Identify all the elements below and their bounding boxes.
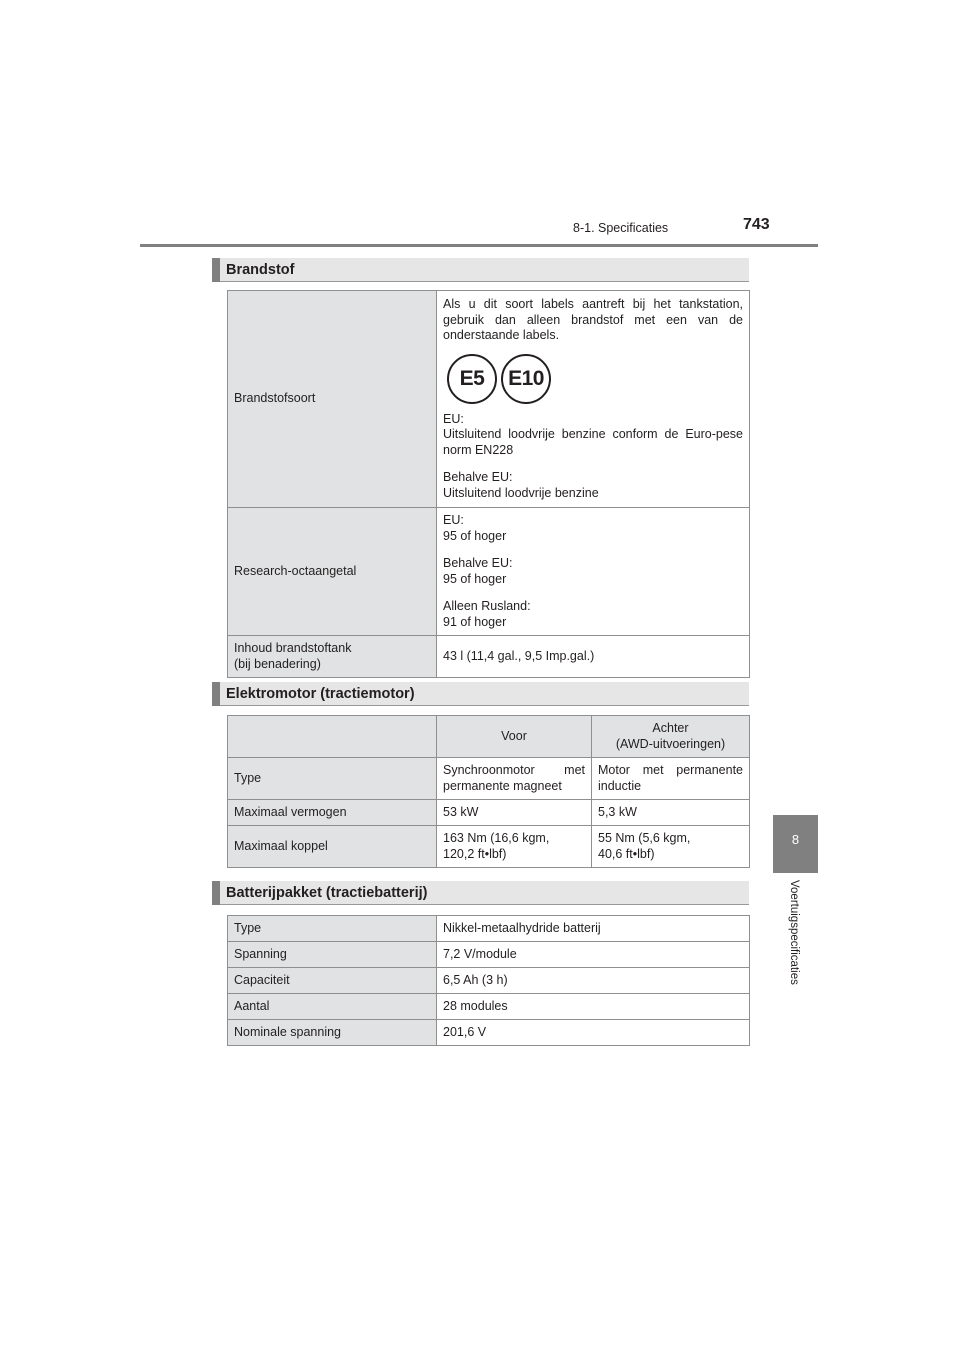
fuel-labels — [447, 354, 743, 404]
fuel-heading — [212, 258, 749, 282]
table-row — [228, 636, 750, 678]
torque-rear-line2: 40,6 ft•lbf) — [598, 846, 655, 861]
power-rear: 5,3 kW — [592, 800, 750, 826]
eu-text: Uitsluitend loodvrije benzine conform de Euro-pese norm EN228 — [443, 427, 743, 457]
table-row — [228, 1020, 750, 1046]
header-rule — [140, 244, 818, 247]
power-front: 53 kW — [437, 800, 592, 826]
voltage-label: Spanning — [228, 942, 437, 968]
quantity-value: 28 modules — [437, 994, 750, 1020]
torque-front-line1: 163 Nm (16,6 kgm, — [443, 831, 550, 845]
motor-type-label: Type — [228, 758, 437, 800]
motor-heading-text: Elektromotor (tractiemotor) — [226, 686, 415, 702]
voltage-value: 7,2 V/module — [437, 942, 750, 968]
table-row — [228, 968, 750, 994]
heading-bar — [212, 682, 220, 706]
table-row — [228, 916, 750, 942]
octane-eu-title: EU: — [443, 513, 464, 527]
non-eu-title: Behalve EU: — [443, 470, 513, 484]
fuel-type-label: Brandstofsoort — [228, 291, 437, 508]
motor-table — [227, 715, 750, 868]
quantity-label: Aantal — [228, 994, 437, 1020]
fuel-intro: Als u dit soort labels aantreft bij het tankstation, gebruik dan alleen brandstof met een van de onderstaande labels. — [443, 297, 743, 342]
octane-russia-title: Alleen Rusland: — [443, 599, 531, 613]
page-number: 743 — [743, 216, 770, 233]
table-row — [228, 291, 750, 508]
torque-front-line2: 120,2 ft•lbf) — [443, 846, 507, 861]
octane-non-eu-value: 95 of hoger — [443, 571, 507, 586]
motor-heading — [212, 682, 749, 706]
col-rear-line1: Achter — [652, 721, 689, 735]
octane-non-eu-title: Behalve EU: — [443, 556, 513, 570]
battery-type-label: Type — [228, 916, 437, 942]
chapter-tab[interactable]: 8 — [773, 815, 818, 873]
motor-header-empty — [228, 716, 437, 758]
torque-rear — [592, 826, 750, 868]
torque-rear-line1: 55 Nm (5,6 kgm, — [598, 831, 691, 845]
table-row — [228, 826, 750, 868]
tank-value: 43 l (11,4 gal., 9,5 Imp.gal.) — [437, 636, 750, 678]
table-row — [228, 994, 750, 1020]
eu-title: EU: — [443, 411, 464, 426]
power-label: Maximaal vermogen — [228, 800, 437, 826]
octane-russia-value: 91 of hoger — [443, 614, 507, 629]
capacity-label: Capaciteit — [228, 968, 437, 994]
tank-label-line2: (bij benadering) — [234, 656, 321, 671]
table-row — [228, 758, 750, 800]
chapter-label: Voertuigspecificaties — [788, 880, 800, 985]
octane-label: Research-octaangetal — [228, 508, 437, 636]
tank-label-line1: Inhoud brandstoftank — [234, 641, 352, 655]
battery-table — [227, 915, 750, 1046]
table-row — [228, 800, 750, 826]
col-front: Voor — [437, 716, 592, 758]
table-row — [228, 716, 750, 758]
fuel-table — [227, 290, 750, 678]
motor-type-rear: Motor met permanente inductie — [592, 758, 750, 800]
nominal-voltage-label: Nominale spanning — [228, 1020, 437, 1046]
tank-label — [228, 636, 437, 678]
octane-eu-value: 95 of hoger — [443, 528, 507, 543]
battery-heading-text: Batterijpakket (tractiebatterij) — [226, 885, 428, 901]
battery-heading — [212, 881, 749, 905]
fuel-heading-text: Brandstof — [226, 262, 295, 278]
e5-label: E5 — [447, 354, 497, 404]
torque-front — [437, 826, 592, 868]
fuel-type-value — [437, 291, 750, 508]
col-rear — [592, 716, 750, 758]
octane-value — [437, 508, 750, 636]
non-eu-text: Uitsluitend loodvrije benzine — [443, 485, 599, 500]
table-row — [228, 508, 750, 636]
heading-bar — [212, 881, 220, 905]
section-title: 8-1. Specificaties — [573, 221, 669, 235]
e10-label: E10 — [501, 354, 551, 404]
motor-type-front: Synchroonmotor met permanente magneet — [437, 758, 592, 800]
capacity-value: 6,5 Ah (3 h) — [437, 968, 750, 994]
col-rear-line2: (AWD-uitvoeringen) — [615, 736, 726, 751]
torque-label: Maximaal koppel — [228, 826, 437, 868]
battery-type-value: Nikkel-metaalhydride batterij — [437, 916, 750, 942]
table-row — [228, 942, 750, 968]
nominal-voltage-value: 201,6 V — [437, 1020, 750, 1046]
heading-bar — [212, 258, 220, 282]
